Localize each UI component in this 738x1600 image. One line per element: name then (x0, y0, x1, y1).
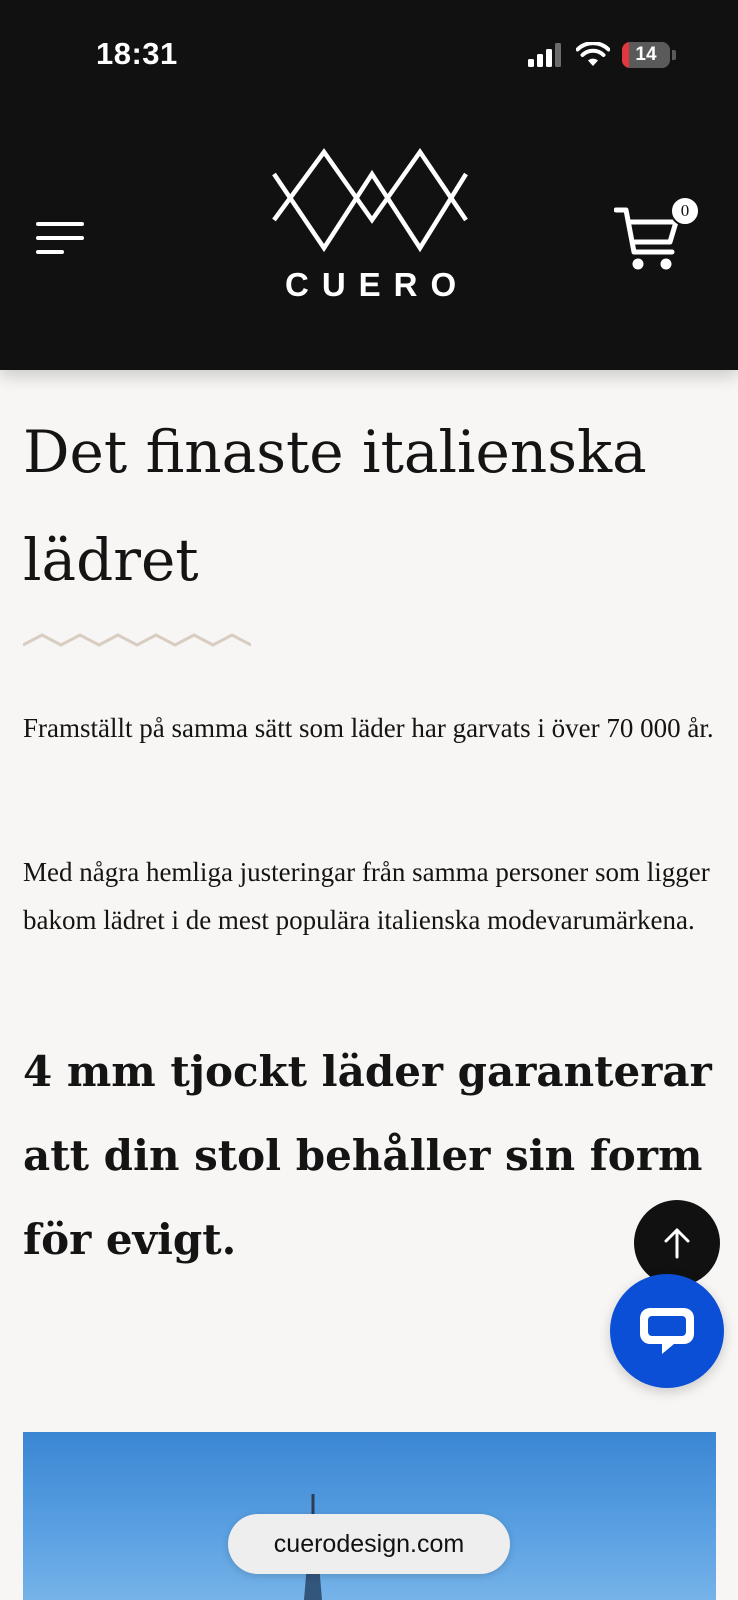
battery-icon (622, 42, 676, 68)
menu-icon (34, 218, 86, 262)
chat-bubble-icon (638, 1304, 696, 1358)
battery-fill (622, 42, 629, 68)
status-time: 18:31 (96, 36, 178, 71)
url-text: cuerodesign.com (273, 1529, 465, 1558)
battery-level: 14 (635, 44, 657, 65)
menu-button[interactable] (34, 218, 86, 262)
logo-icon (272, 148, 468, 260)
wavy-divider (23, 632, 251, 648)
cart-count-badge: 0 (670, 196, 700, 226)
arrow-up-icon (660, 1226, 694, 1260)
cart-button[interactable] (614, 196, 704, 276)
chat-button[interactable] (610, 1274, 724, 1388)
scroll-to-top-button[interactable] (634, 1200, 720, 1286)
brand-logo[interactable] (272, 148, 468, 308)
intro-paragraph: Framställt på samma sätt som läder har garvats i över 70 000 år. (23, 713, 714, 743)
brand-wordmark: CUERO (285, 266, 470, 303)
detail-paragraph: Med några hemliga justeringar från samma personer som ligger bakom lädret i de mest populära italienska modevarumärkena. (23, 857, 710, 935)
browser-url-bar[interactable] (228, 1514, 510, 1574)
battery-tip (672, 50, 676, 60)
page-title: Det finaste italienska lädret (23, 418, 647, 594)
wifi-icon (576, 42, 610, 68)
section-heading: 4 mm tjockt läder garanterar att din stol behåller sin form för evigt. (23, 1047, 712, 1264)
status-icons (528, 40, 676, 70)
site-header (0, 0, 738, 370)
signal-icon (528, 43, 564, 67)
battery (622, 42, 670, 68)
